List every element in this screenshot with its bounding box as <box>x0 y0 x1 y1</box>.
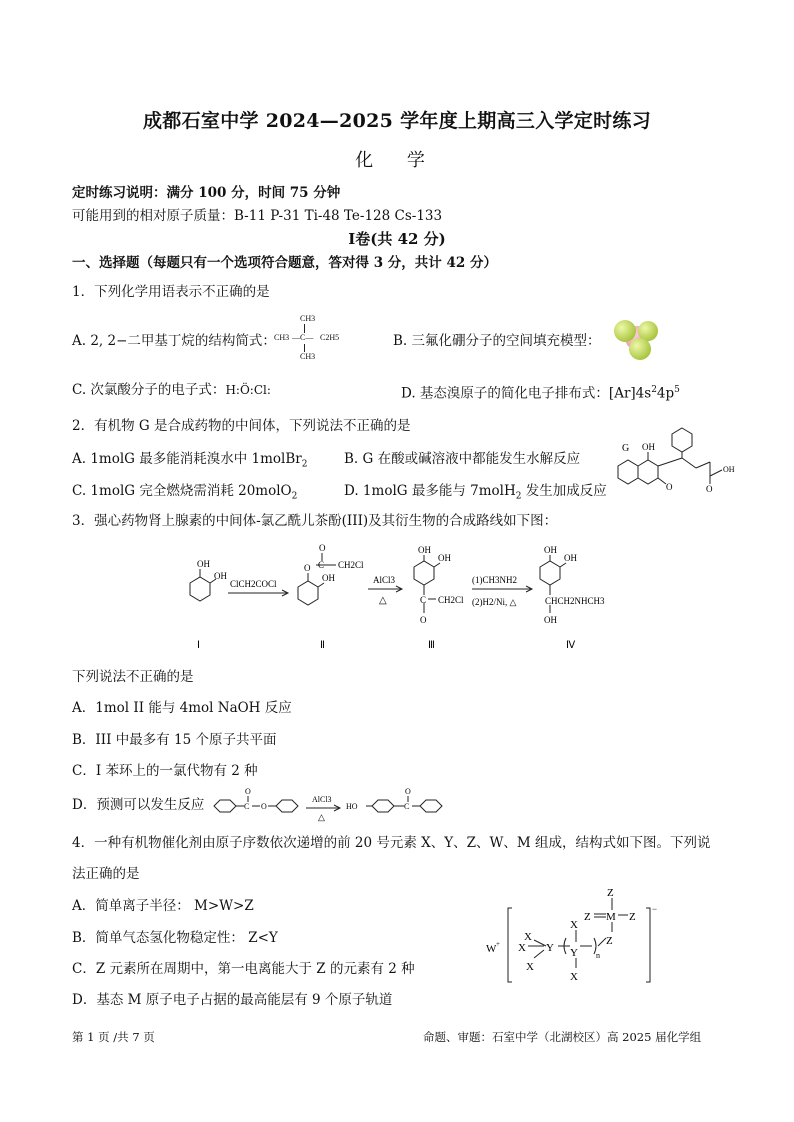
iv-side: CHCH2NHCH3 <box>545 596 605 606</box>
d-c2: C <box>404 802 410 811</box>
ii-ch2cl: CH2Cl <box>338 560 364 570</box>
q1-a-structure: CH3 CH3 —C— C2H5 CH3 <box>274 314 340 361</box>
compound-1-ring <box>190 577 210 601</box>
atom-x4: X <box>570 919 578 931</box>
struct-right: C2H5 <box>320 333 340 342</box>
q4-stem-2: 法正确的是 <box>72 866 140 882</box>
iii-oh2: OH <box>438 553 451 563</box>
iii-ch2cl: CH2Cl <box>438 595 464 605</box>
atom-x3: X <box>526 961 534 973</box>
q4-option-b: B．简单气态氢化物稳定性： Z<Y <box>72 930 278 946</box>
label-g: G <box>622 443 630 454</box>
fluorine-atom-2 <box>638 321 658 341</box>
iii-o: O <box>420 615 427 625</box>
q3-option-c: C．I 苯环上的一氯代物有 2 种 <box>72 763 258 779</box>
left-bracket <box>508 908 512 982</box>
synthesis-route <box>170 543 640 653</box>
q1-option-b: B. 三氟化硼分子的空间填充模型： <box>393 333 601 349</box>
q4-option-d: D．基态 M 原子电子占据的最高能层有 9 个原子轨道 <box>72 992 393 1008</box>
q4-stem-1: 4．一种有机物催化剂由原子序数依次递增的前 20 号元素 X、Y、Z、W、M 组成，结构式如下图。下列说 <box>72 835 711 851</box>
q1-d-sup2: 5 <box>674 385 680 395</box>
q1-d-sup1: 2 <box>651 385 657 395</box>
volume-heading: Ⅰ卷(共 42 分) <box>348 230 446 248</box>
q2-a-text: A. 1molG 最多能消耗溴水中 1molBr <box>72 451 302 467</box>
d-ho: HO <box>346 802 358 811</box>
q2-c-text: C. 1molG 完全燃烧需消耗 20molO <box>72 483 292 499</box>
atom-x2: X <box>518 942 526 954</box>
reagent-3-bottom: (2)H2/Ni, △ <box>472 597 517 607</box>
label-o2: O <box>666 482 673 492</box>
struct-bottom: CH3 <box>300 352 316 361</box>
atom-w: W <box>486 943 497 955</box>
q2-option-c <box>72 482 297 506</box>
atom-z1: Z <box>606 935 613 947</box>
part1-heading: 一、选择题（每题只有一个选项符合题意，答对得 3 分，共计 42 分） <box>72 255 497 271</box>
reagent-1: ClCH2COCl <box>230 579 277 589</box>
fluorine-atom-1 <box>614 320 636 342</box>
anion-charge: − <box>652 904 658 914</box>
q1-stem: 1．下列化学用语表示不正确的是 <box>72 284 270 300</box>
hclo-electron-formula: H:Ö:Cl: <box>225 383 271 397</box>
compound-2-ring <box>298 581 318 605</box>
ii-o-top: O <box>319 543 326 553</box>
fluorine-atom-3 <box>629 338 651 360</box>
d-o-top: O <box>245 787 251 796</box>
label-iv: Ⅳ <box>566 640 576 651</box>
q3-option-b: B．III 中最多有 15 个原子共平面 <box>72 732 277 748</box>
iv-oh3: OH <box>544 615 557 625</box>
d-reagent-bottom: △ <box>318 812 325 822</box>
atom-x1: X <box>524 931 532 943</box>
atom-z4: Z <box>629 911 636 923</box>
label-ii: Ⅱ <box>320 640 325 651</box>
label-cooh: OH <box>723 465 735 474</box>
atom-z2: Z <box>607 887 614 899</box>
iii-oh1: OH <box>418 545 431 555</box>
label-oh: OH <box>642 442 655 452</box>
reaction-d-scheme <box>210 786 460 824</box>
q1-d-mid: 4p <box>656 385 675 402</box>
q2-option-d <box>344 482 607 506</box>
q1-option-c <box>72 381 271 399</box>
reagent-2-top: AlCl3 <box>373 575 396 585</box>
footer-credit: 命题、审题：石室中学（北湖校区）高 2025 届化学组 <box>423 1030 702 1044</box>
atom-y2: Y <box>570 947 578 959</box>
bf3-space-filling-model <box>609 317 665 361</box>
ii-oh: OH <box>322 573 335 583</box>
q2-d-text: D. 1molG 最多能与 7molH <box>344 483 516 499</box>
atomic-masses: 可能用到的相对原子质量：B-11 P-31 Ti-48 Te-128 Cs-133 <box>72 208 443 224</box>
atom-m: M <box>606 911 616 923</box>
i-oh1: OH <box>197 559 210 569</box>
d-o-top2: O <box>405 787 411 796</box>
q4-option-a: A．简单离子半径： M>W>Z <box>72 898 254 914</box>
d-o: O <box>261 802 267 811</box>
ii-o: O <box>304 563 311 573</box>
atom-y1: Y <box>546 942 554 954</box>
q1-option-d <box>401 381 680 403</box>
d-reagent-top: AlCl3 <box>312 795 332 804</box>
label-o1: O <box>706 484 713 494</box>
repeat-n: n <box>596 951 600 960</box>
q2-a-sub: 2 <box>301 459 308 470</box>
molecule-g <box>600 418 750 503</box>
q1-c-label: C. 次氯酸分子的电子式： <box>72 382 226 398</box>
d-c: C <box>244 802 250 811</box>
q2-c-sub: 2 <box>291 491 298 502</box>
struct-left: CH3 <box>274 333 290 342</box>
atom-z3: Z <box>584 911 591 923</box>
catalyst-structure <box>480 882 665 992</box>
right-bracket <box>646 908 650 982</box>
iii-c: C <box>420 595 427 605</box>
label-i: Ⅰ <box>197 640 200 651</box>
ii-c: C <box>318 560 325 570</box>
exam-title: 成都石室中学 2024—2025 学年度上期高三入学定时练习 <box>143 110 651 132</box>
q3-option-a: A．1mol II 能与 4mol NaOH 反应 <box>72 700 292 716</box>
page-number: 第 1 页 /共 7 页 <box>72 1030 155 1044</box>
subject-title: 化 学 <box>355 150 439 171</box>
q3-option-d: D．预测可以发生反应 <box>72 797 205 813</box>
q1-option-a: A. 2, 2−二甲基丁烷的结构简式： <box>72 333 276 349</box>
compound-3-ring <box>414 561 434 585</box>
compound-4-ring <box>540 561 560 585</box>
q3-stem: 3．强心药物肾上腺素的中间体-氯乙酰儿茶酚(III)及其衍生物的合成路线如下图： <box>72 513 558 529</box>
q3-lead: 下列说法不正确的是 <box>72 669 194 685</box>
q2-d-sub: 2 <box>515 491 522 502</box>
reagent-3-top: (1)CH3NH2 <box>472 575 517 585</box>
q2-option-a <box>72 450 307 474</box>
atom-x5: X <box>570 971 578 983</box>
struct-top: CH3 <box>300 314 316 323</box>
i-oh2: OH <box>214 571 227 581</box>
iv-oh2: OH <box>564 553 577 563</box>
reagent-2-bottom: △ <box>379 595 387 606</box>
q2-stem: 2．有机物 G 是合成药物的中间体，下列说法不正确的是 <box>72 418 411 434</box>
w-charge: + <box>496 940 500 948</box>
label-iii: Ⅲ <box>428 640 435 651</box>
q2-d-post: 发生加成反应 <box>521 483 607 499</box>
iv-oh1: OH <box>544 545 557 555</box>
q2-option-b: B. G 在酸或碱溶液中都能发生水解反应 <box>344 451 581 467</box>
q4-option-c: C．Z 元素所在周期中，第一电离能大于 Z 的元素有 2 种 <box>72 961 415 977</box>
time-note: 定时练习说明：满分 100 分，时间 75 分钟 <box>72 185 341 201</box>
q1-d-label: D. 基态溴原子的简化电子排布式：[Ar]4s <box>401 385 652 402</box>
